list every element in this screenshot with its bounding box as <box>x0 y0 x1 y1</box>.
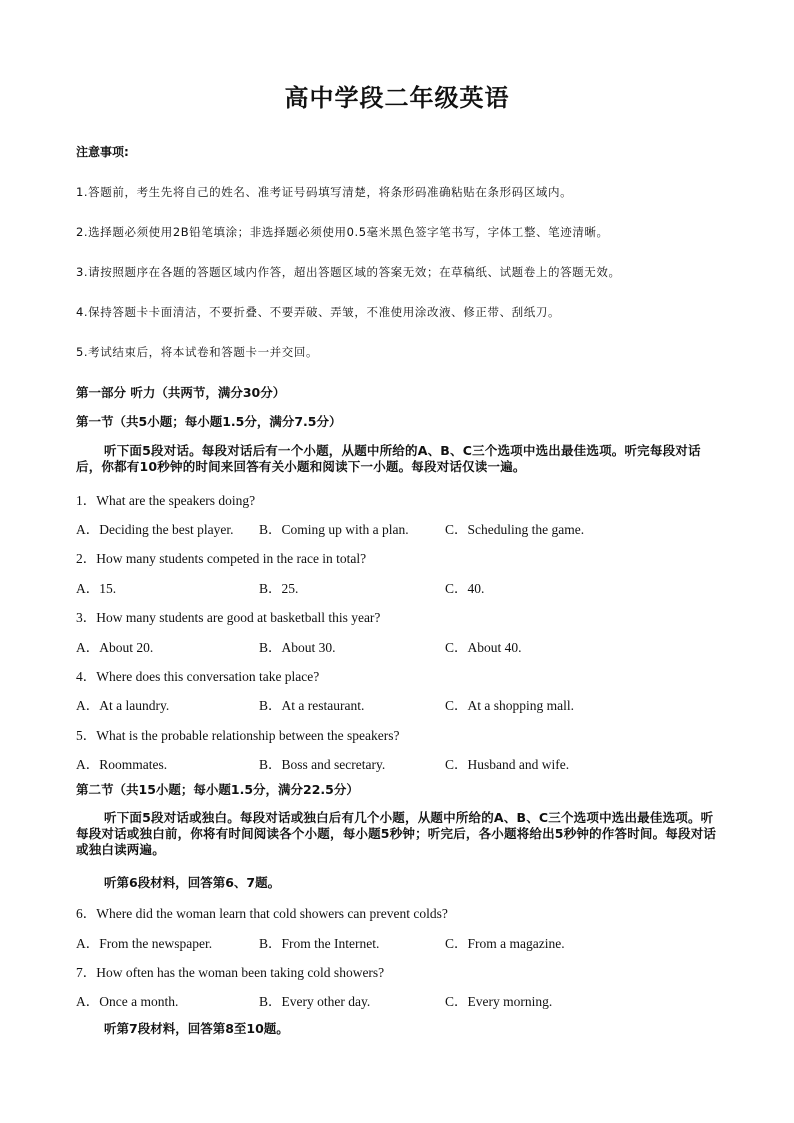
option-b: B．Every other day. <box>259 994 371 1009</box>
question-text: 5．What is the probable relationship between the speakers? <box>76 728 400 743</box>
question-text: 6．Where did the woman learn that cold showers can prevent colds? <box>76 906 448 921</box>
option-a: A．About 20. <box>76 640 154 655</box>
option-b: B．From the Internet. <box>259 936 380 951</box>
question-text: 3．How many students are good at basketball this year? <box>76 610 381 625</box>
exam-title: 高中学段二年级英语 <box>284 84 510 112</box>
section-instructions: 听下面5段对话。每段对话后有一个小题，从题中所给的A、B、C三个选项中选出最佳选项。听完每段对话后，你都有10秒钟的时间来回答有关小题和阅读下一小题。每段对话仅读一遍。 <box>76 443 701 474</box>
option-c: C．From a magazine. <box>445 936 565 951</box>
question-text: 1．What are the speakers doing? <box>76 493 256 508</box>
option-b: B．Boss and secretary. <box>259 757 386 772</box>
option-c: C．Husband and wife. <box>445 757 570 772</box>
section-instructions: 听下面5段对话或独白。每段对话或独白后有几个小题，从题中所给的A、B、C三个选项中选出最佳选项。听每段对话或独白前，你将有时间阅读各个小题，每小题5秒钟；听完后，各小题将给出5秒钟的作答时间。每段对话或独白读两遍。 <box>76 810 717 857</box>
question-text: 2．How many students competed in the race in total? <box>76 551 367 566</box>
option-b: B．Coming up with a plan. <box>259 522 409 537</box>
material-heading: 听第6段材料，回答第6、7题。 <box>104 875 281 890</box>
option-b: B．At a restaurant. <box>259 698 365 713</box>
option-c: C．40. <box>445 581 485 596</box>
option-a: A．At a laundry. <box>76 698 170 713</box>
option-b: B．25. <box>259 581 299 596</box>
option-c: C．Scheduling the game. <box>445 522 585 537</box>
option-a: A．Once a month. <box>76 994 179 1009</box>
notice-heading: 注意事项: <box>76 145 129 159</box>
section-heading: 第二节（共15小题；每小题1.5分，满分22.5分） <box>76 782 359 797</box>
notice-item: 4.保持答题卡卡面清洁，不要折叠、不要弄破、弄皱，不准使用涂改液、修正带、刮纸刀。 <box>76 305 561 319</box>
option-a: A．Roommates. <box>76 757 168 772</box>
option-a: A．Deciding the best player. <box>76 522 234 537</box>
option-b: B．About 30. <box>259 640 336 655</box>
section-heading: 第一节（共5小题；每小题1.5分，满分7.5分） <box>76 414 342 429</box>
notice-item: 3.请按照题序在各题的答题区域内作答，超出答题区域的答案无效；在草稿纸、试题卷上的答题无效。 <box>76 265 621 279</box>
option-c: C．Every morning. <box>445 994 553 1009</box>
question-text: 7．How often has the woman been taking cold showers? <box>76 965 385 980</box>
part-heading: 第一部分 听力（共两节，满分30分） <box>76 385 286 400</box>
option-a: A．15. <box>76 581 117 596</box>
option-c: C．At a shopping mall. <box>445 698 574 713</box>
option-a: A．From the newspaper. <box>76 936 213 951</box>
option-c: C．About 40. <box>445 640 522 655</box>
notice-item: 2.选择题必须使用2B铅笔填涂；非选择题必须使用0.5毫米黑色签字笔书写，字体工整、笔迹清晰。 <box>76 225 609 239</box>
question-text: 4．Where does this conversation take place? <box>76 669 320 684</box>
material-heading: 听第7段材料，回答第8至10题。 <box>104 1021 289 1036</box>
notice-item: 1.答题前，考生先将自己的姓名、准考证号码填写清楚，将条形码准确粘贴在条形码区域内。 <box>76 185 573 199</box>
notice-item: 5.考试结束后，将本试卷和答题卡一并交回。 <box>76 345 319 359</box>
